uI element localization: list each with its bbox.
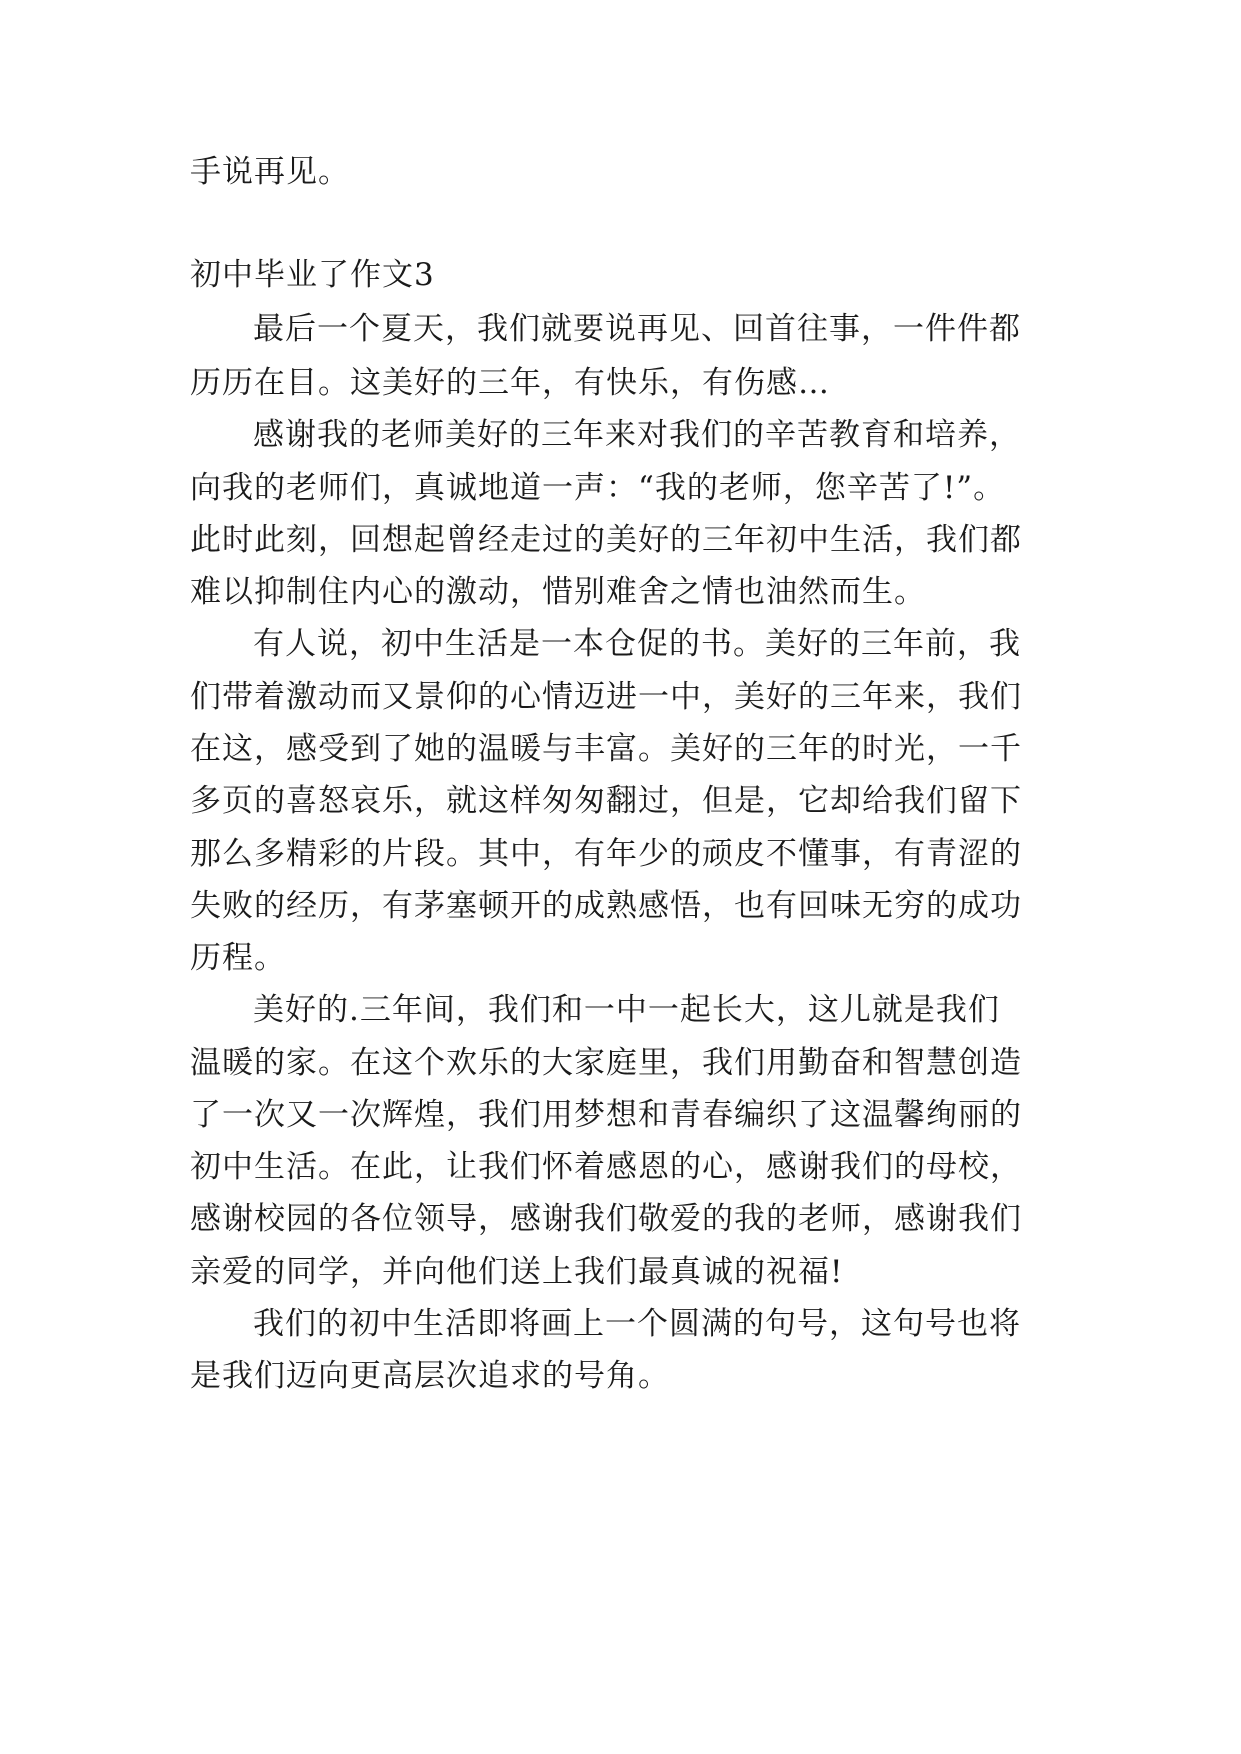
text-line: 那么多精彩的片段。其中，有年少的顽皮不懂事，有青涩的 xyxy=(190,836,1022,872)
text-line: 温暖的家。在这个欢乐的大家庭里，我们用勤奋和智慧创造 xyxy=(190,1045,1022,1081)
essay-title: 初中毕业了作文3 xyxy=(190,257,435,293)
text-line: 手说再见。 xyxy=(190,154,350,190)
text-line: 是我们迈向更高层次追求的号角。 xyxy=(190,1358,670,1394)
text-line: 我们的初中生活即将画上一个圆满的句号，这句号也将 xyxy=(253,1306,1021,1342)
text-line: 失败的经历，有茅塞顿开的成熟感悟，也有回味无穷的成功 xyxy=(190,888,1022,924)
text-line: 此时此刻，回想起曾经走过的美好的三年初中生活，我们都 xyxy=(190,522,1022,558)
text-line: 们带着激动而又景仰的心情迈进一中，美好的三年来，我们 xyxy=(190,679,1022,715)
text-line: 向我的老师们，真诚地道一声：“我的老师，您辛苦了!”。 xyxy=(190,470,1006,506)
text-line: 了一次又一次辉煌，我们用梦想和青春编织了这温馨绚丽的 xyxy=(190,1097,1022,1133)
text-line: 亲爱的同学，并向他们送上我们最真诚的祝福! xyxy=(190,1254,844,1290)
text-line: 难以抑制住内心的激动，惜别难舍之情也油然而生。 xyxy=(190,574,926,610)
text-line: 初中生活。在此，让我们怀着感恩的心，感谢我们的母校， xyxy=(190,1149,1022,1185)
text-line: 在这，感受到了她的温暖与丰富。美好的三年的时光，一千 xyxy=(190,731,1022,767)
text-line: 感谢我的老师美好的三年来对我们的辛苦教育和培养， xyxy=(253,417,1021,453)
text-line: 美好的.三年间，我们和一中一起长大，这儿就是我们 xyxy=(253,992,1000,1028)
text-line: 有人说，初中生活是一本仓促的书。美好的三年前，我 xyxy=(253,626,1021,662)
text-line: 历历在目。这美好的三年，有快乐，有伤感… xyxy=(190,365,830,401)
text-line: 历程。 xyxy=(190,940,286,976)
text-line: 感谢校园的各位领导，感谢我们敬爱的我的老师，感谢我们 xyxy=(190,1201,1022,1237)
text-line: 多页的喜怒哀乐，就这样匆匆翻过，但是，它却给我们留下 xyxy=(190,783,1022,819)
text-line: 最后一个夏天，我们就要说再见、回首往事，一件件都 xyxy=(253,311,1021,347)
